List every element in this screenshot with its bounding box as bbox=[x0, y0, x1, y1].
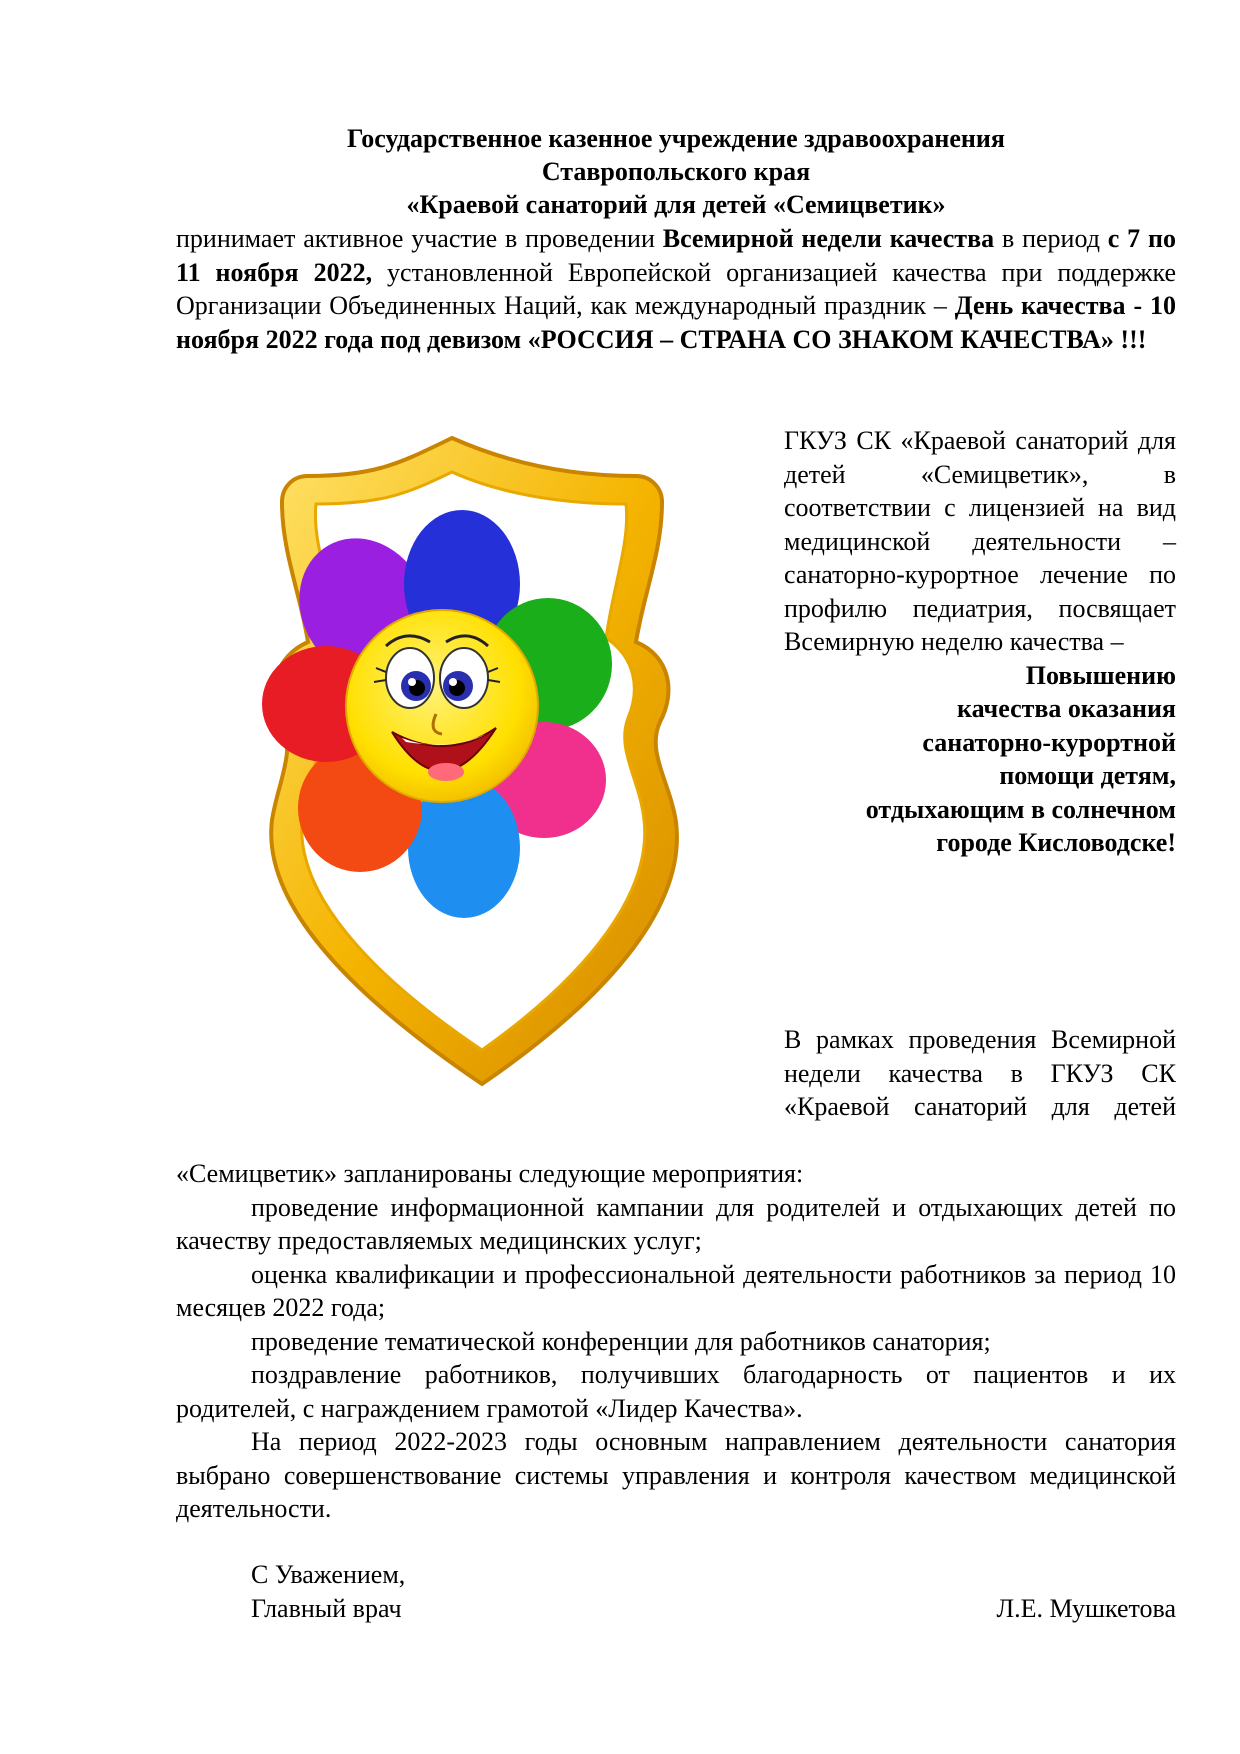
intro-bold-3: День качества - 10 ноября 2022 года под девизом «РОССИЯ – СТРАНА СО ЗНАКОМ КАЧЕСТВА» !!! bbox=[176, 291, 1176, 354]
event-item-1: проведение информационной кампании для родителей и отдыхающих детей по качеству предоставляемых медицинских услуг; bbox=[176, 1192, 1176, 1255]
flower-shield-emblem-icon bbox=[196, 432, 756, 1092]
signature-position: Главный врач bbox=[251, 1593, 402, 1623]
intro-bold-2: с 7 по 11 ноября 2022, bbox=[176, 224, 1176, 287]
right-column-paragraph-2: В рамках проведения Всемирной недели качества в ГКУЗ СК «Краевой санаторий для детей bbox=[784, 1025, 1176, 1121]
intro-paragraph bbox=[176, 222, 1176, 356]
bold-line-6: городе Кисловодске! bbox=[936, 828, 1176, 857]
right-column-text bbox=[784, 424, 1176, 860]
bold-line-5: отдыхающим в солнечном bbox=[865, 794, 1176, 824]
intro-bold-1: Всемирной недели качества bbox=[662, 224, 995, 253]
bold-line-1: Повышению bbox=[1025, 660, 1176, 690]
bold-line-2: качества оказания bbox=[957, 694, 1176, 723]
document-header bbox=[176, 122, 1176, 221]
intro-text-2: в период bbox=[994, 224, 1108, 253]
intro-text-3: установленной Европейской организацией качества при поддержке Организации Объединенных Наций, как международный праздник – bbox=[176, 257, 1176, 320]
intro-text-1: принимает активное участие в проведении bbox=[176, 224, 663, 253]
event-item-4: поздравление работников, получивших благодарность от пациентов и их родителей, с награждением грамотой «Лидер Качества». bbox=[176, 1360, 1176, 1423]
right-column-paragraph: ГКУЗ СК «Краевой санаторий для детей «Семицветик», в соответствии с лицензией на вид медицинской деятельности – санаторно-курортное лечение по профилю педиатрия, посвящает Всемирную неделю качества – bbox=[784, 426, 1176, 656]
event-item-2: оценка квалификации и профессиональной деятельности работников за период 10 месяцев 2022 года; bbox=[176, 1259, 1176, 1322]
header-line-1: Государственное казенное учреждение здравоохранения bbox=[347, 124, 1005, 153]
events-lead: «Семицветик» запланированы следующие мероприятия: bbox=[176, 1159, 804, 1188]
header-line-3: «Краевой санаторий для детей «Семицветик» bbox=[406, 190, 946, 219]
signature-name: Л.Е. Мушкетова bbox=[996, 1593, 1176, 1623]
event-item-3: проведение тематической конференции для работников санатория; bbox=[251, 1326, 991, 1356]
closing-paragraph: На период 2022-2023 годы основным направлением деятельности санатория выбрано совершенствование системы управления и контроля качеством медицинской деятельности. bbox=[176, 1427, 1176, 1523]
signature-greeting: С Уважением, bbox=[251, 1560, 406, 1589]
signature-block bbox=[251, 1558, 1176, 1625]
right-column-text-2 bbox=[784, 1023, 1176, 1124]
bold-line-3: санаторно-курортной bbox=[922, 727, 1176, 757]
bold-line-4: помощи детям, bbox=[999, 761, 1176, 790]
header-line-2: Ставропольского края bbox=[541, 157, 811, 186]
events-section bbox=[176, 1157, 1176, 1526]
